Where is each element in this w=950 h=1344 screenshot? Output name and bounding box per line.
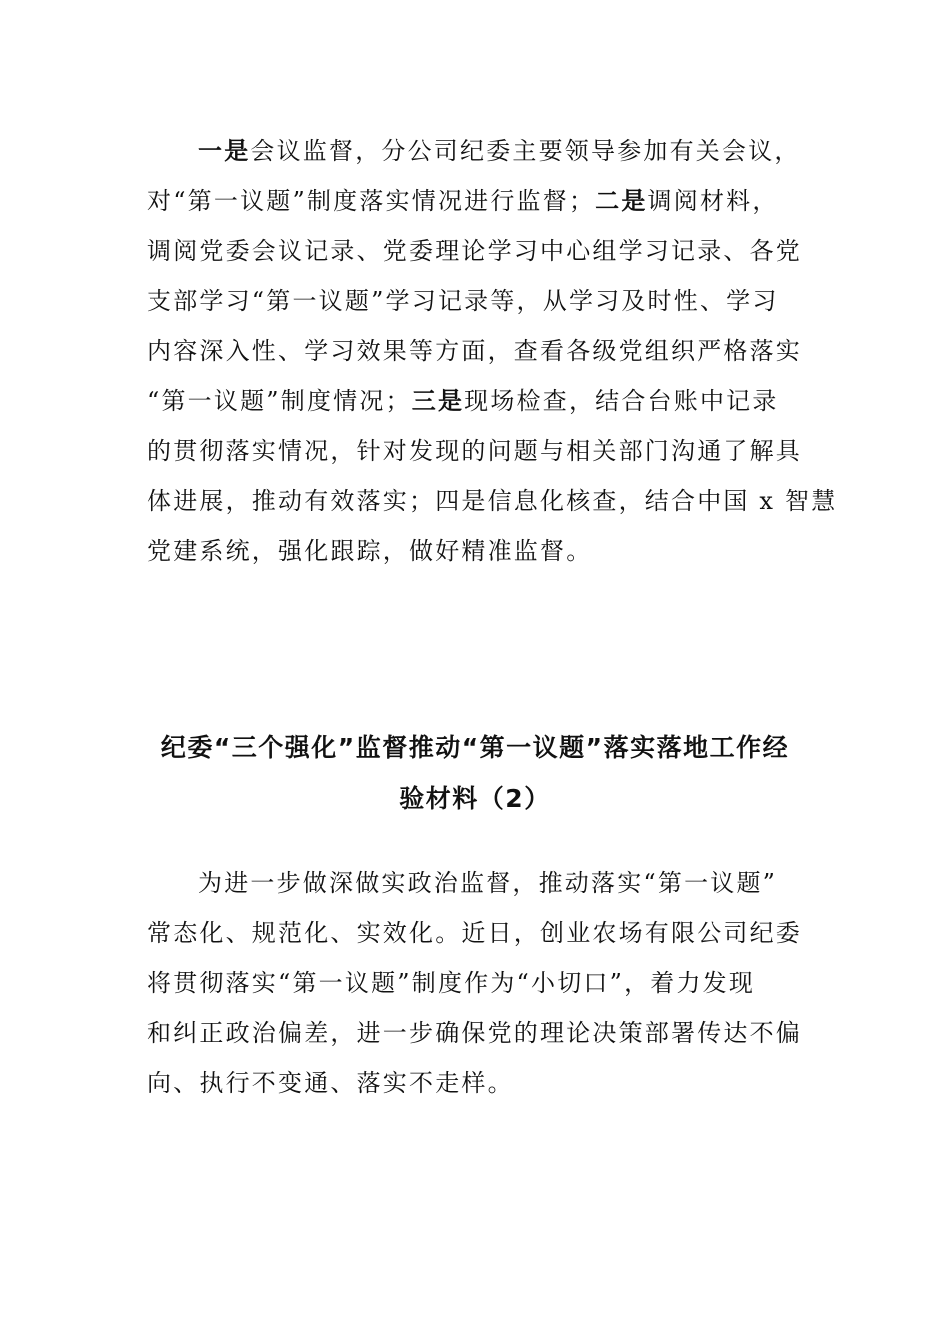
section-heading-line-1: 纪委“三个强化”监督推动“第一议题”落实落地工作经 — [160, 733, 790, 762]
paragraph-1-line-1: 一是会议监督，分公司纪委主要领导参加有关会议， — [198, 137, 801, 165]
paragraph-1-line-5: 内容深入性、学习效果等方面，查看各级党组织严格落实 — [147, 337, 802, 365]
emphasis-second: 二是 — [595, 187, 648, 215]
section-heading-line-2: 验材料（2） — [399, 784, 551, 813]
paragraph-1-line-3: 调阅党委会议记录、党委理论学习中心组学习记录、各党 — [147, 237, 802, 265]
paragraph-2-line-2: 常态化、规范化、实效化。近日，创业农场有限公司纪委 — [147, 919, 802, 947]
paragraph-1-line-9: 党建系统，强化跟踪，做好精准监督。 — [147, 537, 593, 565]
paragraph-1-line-6: “第一议题”制度情况；三是现场检查，结合台账中记录 — [147, 387, 779, 415]
paragraph-1-line-4: 支部学习“第一议题”学习记录等，从学习及时性、学习 — [147, 287, 779, 315]
paragraph-2-line-1: 为进一步做深做实政治监督，推动落实“第一议题” — [198, 869, 778, 897]
paragraph-1-line-7: 的贯彻落实情况，针对发现的问题与相关部门沟通了解具 — [147, 437, 802, 465]
emphasis-third: 三是 — [411, 387, 465, 415]
paragraph-1-line-2: 对“第一议题”制度落实情况进行监督；二是调阅材料， — [147, 187, 779, 215]
paragraph-2-line-4: 和纠正政治偏差，进一步确保党的理论决策部署传达不偏 — [147, 1019, 802, 1047]
paragraph-2-line-3: 将贯彻落实“第一议题”制度作为“小切口”，着力发现 — [147, 969, 756, 997]
emphasis-first: 一是 — [198, 137, 251, 165]
paragraph-2-line-5: 向、执行不变通、落实不走样。 — [147, 1069, 514, 1097]
paragraph-1-line-8: 体进展，推动有效落实；四是信息化核查，结合中国 x 智慧 — [147, 487, 838, 515]
